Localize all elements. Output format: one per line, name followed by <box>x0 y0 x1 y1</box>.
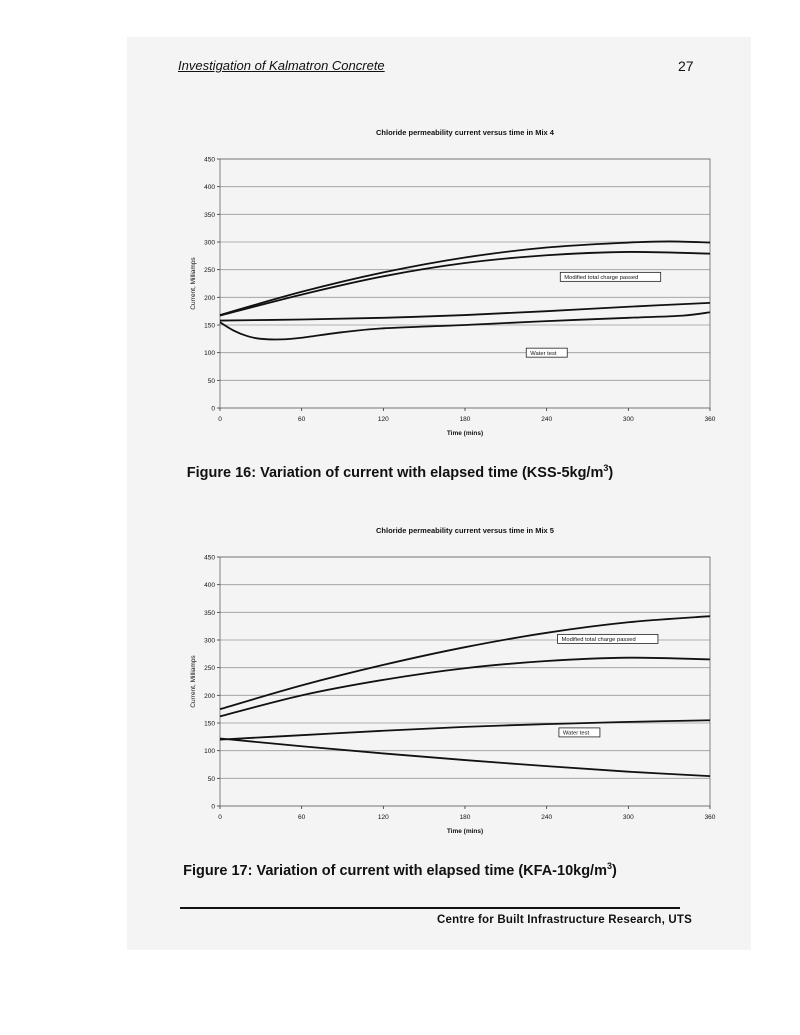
annotation-label-1: Modified total charge passed <box>561 637 636 644</box>
figure-16-caption-end: ) <box>608 464 614 481</box>
tick-label-y-150: 150 <box>204 322 215 330</box>
figure-17-caption <box>0 861 800 879</box>
tick-label-y-200: 200 <box>204 294 215 302</box>
tick-label-x-180: 180 <box>459 416 471 423</box>
tick-label-x-0: 0 <box>218 814 222 821</box>
chart-title: Chloride permeability current versus time in Mix 5 <box>376 526 554 535</box>
figure-16-caption-text: Figure 16: Variation of current with elapsed time (KSS-5kg/m <box>186 464 604 481</box>
annotation-label-2: Water test <box>530 350 557 357</box>
annotation-label-1: Modified total charge passed <box>564 275 639 282</box>
tick-label-y-350: 350 <box>204 609 215 617</box>
tick-label-y-250: 250 <box>204 267 215 275</box>
chart-mix-4 <box>180 122 720 437</box>
tick-label-y-250: 250 <box>204 665 215 673</box>
figure-16-caption <box>0 463 800 481</box>
tick-label-y-100: 100 <box>204 748 215 756</box>
tick-label-y-50: 50 <box>207 377 215 385</box>
tick-label-y-400: 400 <box>204 582 215 590</box>
x-axis-label: Time (mins) <box>446 430 484 437</box>
plot-frame <box>220 159 710 408</box>
tick-label-y-300: 300 <box>204 637 215 645</box>
tick-label-y-200: 200 <box>204 692 215 700</box>
tick-label-x-360: 360 <box>704 814 716 821</box>
chart-mix-5 <box>180 520 720 835</box>
tick-label-x-360: 360 <box>704 416 716 423</box>
tick-label-x-60: 60 <box>298 814 306 821</box>
series-line-4 <box>220 312 710 339</box>
chart-title: Chloride permeability current versus time in Mix 4 <box>376 128 554 137</box>
footer-rule <box>180 907 680 909</box>
tick-label-x-240: 240 <box>541 814 553 821</box>
tick-label-y-150: 150 <box>204 720 215 728</box>
annotation-label-2: Water test <box>562 730 590 737</box>
y-axis-label: Current, Milliamps <box>190 655 197 708</box>
series-line-4 <box>220 738 710 776</box>
tick-label-y-50: 50 <box>207 775 215 783</box>
tick-label-y-0: 0 <box>211 405 215 413</box>
running-header-title: Investigation of Kalmatron Concrete <box>178 58 385 73</box>
page-number: 27 <box>678 58 694 74</box>
figure-16-caption-sup: 3 <box>603 463 609 473</box>
tick-label-y-400: 400 <box>204 184 215 192</box>
tick-label-x-60: 60 <box>298 416 306 423</box>
figure-17-caption-text: Figure 17: Variation of current with elapsed time (KFA-10kg/m <box>183 862 607 879</box>
figure-17-caption-sup: 3 <box>606 861 612 871</box>
y-axis-label: Current, Milliamps <box>190 257 197 310</box>
tick-label-y-0: 0 <box>211 803 215 811</box>
x-axis-label: Time (mins) <box>446 828 484 835</box>
tick-label-y-300: 300 <box>204 239 215 247</box>
tick-label-y-450: 450 <box>204 156 215 164</box>
tick-label-x-0: 0 <box>218 416 222 423</box>
plot-frame <box>220 557 710 806</box>
figure-17-caption-end: ) <box>612 862 617 879</box>
tick-label-y-350: 350 <box>204 211 215 219</box>
tick-label-y-100: 100 <box>204 350 215 358</box>
tick-label-x-180: 180 <box>459 814 471 821</box>
tick-label-x-120: 120 <box>377 416 389 423</box>
tick-label-y-450: 450 <box>204 554 215 562</box>
footer-text: Centre for Built Infrastructure Research, UTS <box>437 914 693 926</box>
tick-label-x-300: 300 <box>622 814 634 821</box>
tick-label-x-120: 120 <box>377 814 389 821</box>
tick-label-x-240: 240 <box>541 416 553 423</box>
chart-mix-4-svg <box>180 122 720 440</box>
tick-label-x-300: 300 <box>622 416 634 423</box>
chart-mix-5-svg <box>180 520 720 838</box>
